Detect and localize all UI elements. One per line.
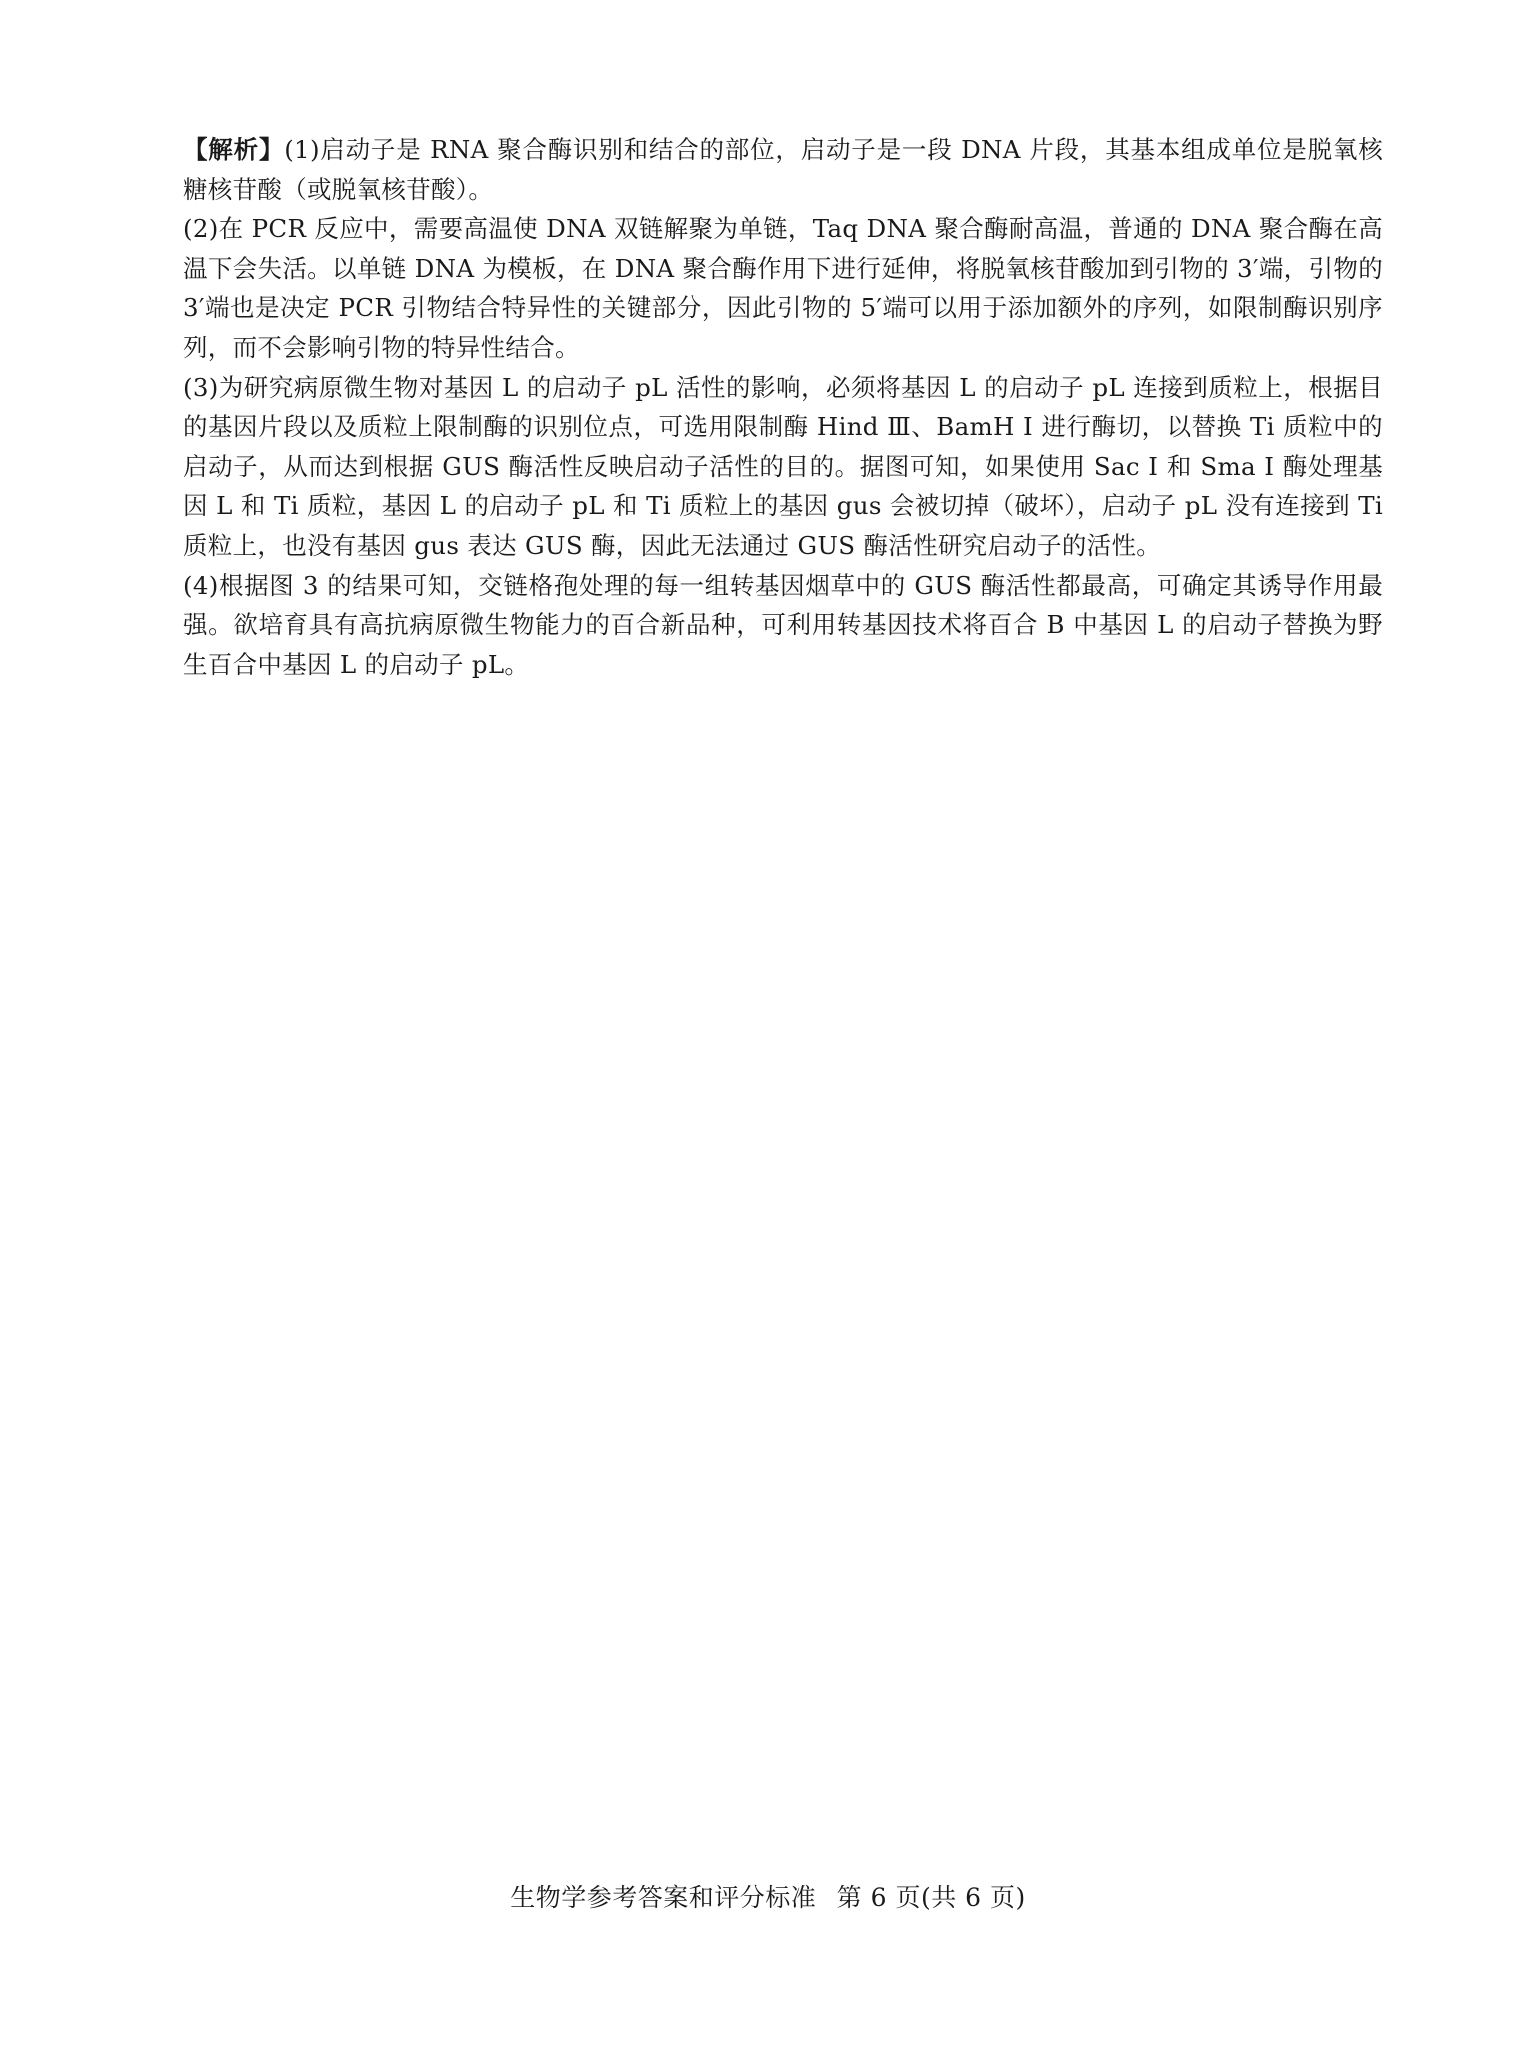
analysis-paragraph-1 <box>183 130 1383 209</box>
paragraph-text: (1)启动子是 RNA 聚合酶识别和结合的部位，启动子是一段 DNA 片段，其基本组成单位是脱氧核糖核苷酸（或脱氧核苷酸）。 <box>183 135 1384 204</box>
footer-page-number: 第 6 页(共 6 页) <box>836 1883 1026 1912</box>
analysis-section <box>183 130 1383 684</box>
analysis-paragraph-3 <box>183 368 1383 566</box>
paragraph-text: (3)为研究病原微生物对基因 L 的启动子 pL 活性的影响，必须将基因 L 的启动子 pL 连接到质粒上，根据目的基因片段以及质粒上限制酶的识别位点，可选用限制酶 Hind Ⅲ、BamH Ⅰ 进行酶切，以替换 Ti 质粒中的启动子，从而达到根据 GUS 酶活性反映启动子活性的目的。据图可知，如果使用 Sac Ⅰ 和 Sma Ⅰ 酶处理基因 L 和 Ti 质粒，基因 L 的启动子 pL 和 Ti 质粒上的基因 gus 会被切掉（破坏），启动子 pL 没有连接到 Ti 质粒上，也没有基因 gus 表达 GUS 酶，因此无法通过 GUS 酶活性研究启动子的活性。 <box>183 372 1383 560</box>
page-footer <box>0 1878 1536 1914</box>
analysis-label: 【解析】 <box>183 135 285 164</box>
paragraph-text: (4)根据图 3 的结果可知，交链格孢处理的每一组转基因烟草中的 GUS 酶活性都最高，可确定其诱导作用最强。欲培育具有高抗病原微生物能力的百合新品种，可利用转基因技术将百合 B 中基因 L 的启动子替换为野生百合中基因 L 的启动子 pL。 <box>183 570 1383 679</box>
footer-title: 生物学参考答案和评分标准 <box>510 1883 817 1912</box>
analysis-paragraph-2 <box>183 209 1383 367</box>
paragraph-text: (2)在 PCR 反应中，需要高温使 DNA 双链解聚为单链，Taq DNA 聚合酶耐高温，普通的 DNA 聚合酶在高温下会失活。以单链 DNA 为模板，在 DNA 聚合酶作用下进行延伸，将脱氧核苷酸加到引物的 3′端，引物的 3′端也是决定 PCR 引物结合特异性的关键部分，因此引物的 5′端可以用于添加额外的序列，如限制酶识别序列，而不会影响引物的特异性结合。 <box>183 214 1383 362</box>
analysis-paragraph-4 <box>183 566 1383 685</box>
